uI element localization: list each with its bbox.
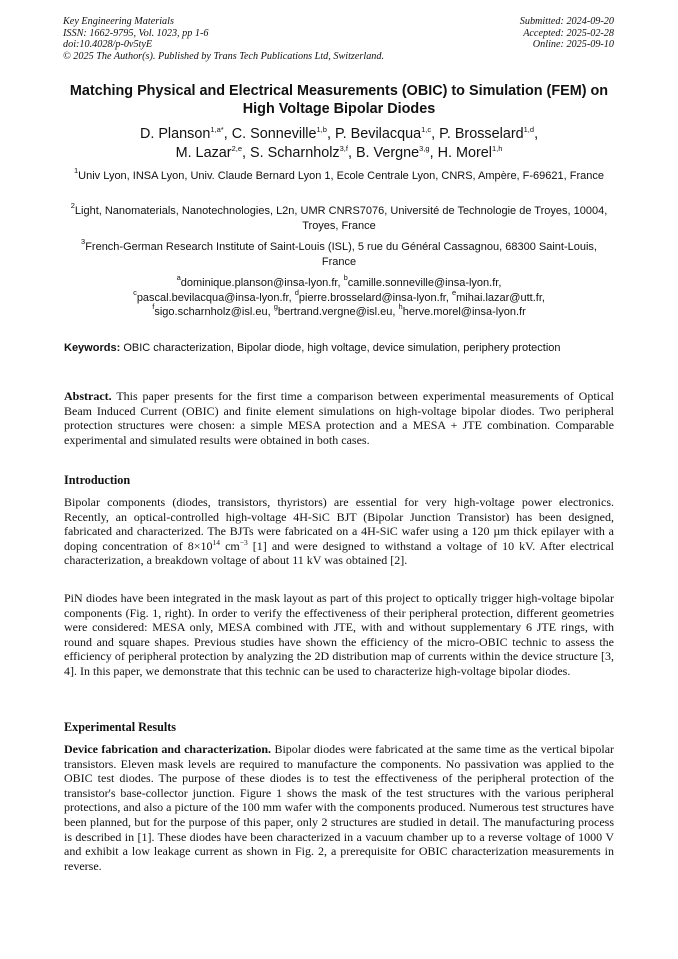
author: S. Scharnholz$^{3,f}$, (250, 144, 356, 161)
copyright-notice: © 2025 The Author(s). Published by Trans Tech Publications Ltd, Switzerland. (63, 50, 385, 62)
abstract-label: Abstract. (64, 389, 112, 403)
author-emails: $^a$dominique.planson@insa-lyon.fr, $^b$camille.sonneville@insa-lyon.fr, $^c$pascal.bevilacqua@insa-lyon.fr, $^d$pierre.brosselard@insa-lyon.fr, $^e$mihai.lazar@utt.fr, $^f$sigo.scharnholz@isl.eu, $^g$bertrand.vergne@isl.eu, $^h$herve.morel@insa-lyon.fr (133, 273, 545, 318)
journal-name: Key Engineering Materials (63, 16, 174, 27)
author: D. Planson$^{1,a*}$, (139, 125, 232, 142)
keywords-text: OBIC characterization, Bipolar diode, high voltage, device simulation, periphery protection (123, 342, 561, 354)
author-list (60, 125, 618, 163)
section-heading-experimental-results: Experimental Results (64, 720, 177, 734)
email-link[interactable]: $^c$pascal.bevilacqua@insa-lyon.fr (133, 287, 289, 304)
author: P. Bevilacqua$^{1,c}$, (334, 125, 440, 142)
email-link[interactable]: $^g$bertrand.vergne@isl.eu (273, 302, 393, 318)
introduction-paragraph-1: Bipolar components (diodes, transistors, thyristors) are essential for very high-voltage power electronics. Recently, an optical-controlled high-voltage 4H-SiC BJT (Bipolar Junction Transistor) has been designed, fabricated and characterized. The BJTs were fabricated on a 4H-SiC wafer using a 120 µm thick epilayer with a doping concentration of $8\times 10^{14}$ $cm^{-3}$ [1] and were designed to withstand a voltage of 10 kV. After electrical characterization, a breakdown voltage of about 11 kV was obtained [2]. (64, 495, 615, 568)
section-heading-introduction: Introduction (64, 473, 131, 487)
introduction-paragraph-2: PiN diodes have been integrated in the mask layout as part of this project to optically trigger high-voltage bipolar components (Fig. 1, right). In order to verify the effectiveness of their peripheral protection, different geometries were considered: MESA only, MESA combined with JTE, with and without supplementary 6 JTE rings, with round and square shapes. Previous studies have shown the efficiency of the micro-OBIC technic to assess the efficiency of peripheral protection by analyzing the 2D distribution map of currents within the device structure [3, 4]. In this paper, we demonstrate that this technic can be used to characterize high-voltage bipolar diodes. (64, 591, 614, 678)
paper-title: Matching Physical and Electrical Measurements (OBIC) to Simulation (FEM) on High Voltage Bipolar Diodes (69, 83, 609, 117)
author: C. Sonneville$^{1,b}$, (231, 125, 335, 142)
author: H. Morel$^{1,h}$ (437, 144, 503, 161)
email-link[interactable]: $^f$sigo.scharnholz@isl.eu (152, 302, 268, 318)
keywords (64, 341, 614, 356)
journal-header (63, 16, 384, 62)
email-link[interactable]: $^h$herve.morel@insa-lyon.fr (398, 302, 526, 318)
email-link[interactable]: $^d$pierre.brosselard@insa-lyon.fr (294, 287, 446, 304)
affiliation-1: $^1$Univ Lyon, INSA Lyon, Univ. Claude Bernard Lyon 1, Ecole Centrale Lyon, CNRS, Ampère, F-69621, France (74, 166, 604, 182)
author: B. Vergne$^{3,g}$, (355, 144, 438, 161)
experimental-paragraph-1: Device fabrication and characterization. Bipolar diodes were fabricated at the same time as the vertical bipolar transistors. Eleven mask levels are required to manufacture the components. No passivation was applied to the OBIC test diodes. The purpose of these diodes is to test the effectiveness of the peripheral protection of the transistor's base-collector junction. Figure 1 shows the mask of the test structures with the various peripheral protections, and also a picture of the 100 mm wafer with the components produced. Numerous test structures have been planned, but for the purpose of this paper, only 2 structures are studied in detail. The manufacturing process is described in [1]. These diodes have been characterized in a vacuum chamber up to a reverse voltage of 1000 V and exhibit a low leakage current as shown in Fig. 2, a prerequisite for OBIC characterization measurements in reverse. (64, 742, 615, 873)
email-link[interactable]: $^a$dominique.planson@insa-lyon.fr (176, 273, 338, 289)
publication-dates (520, 16, 614, 51)
affiliation-3: $^3$French-German Research Institute of Saint-Louis (ISL), 5 rue du Général Cassagnou, 68300 Saint-Louis, France (81, 237, 597, 268)
abstract (64, 389, 614, 447)
email-link[interactable]: $^b$camille.sonneville@insa-lyon.fr (343, 273, 499, 289)
article-doi: doi:10.4028/p-0v5tyE (63, 39, 153, 51)
author: P. Brosselard$^{1,d}$, (439, 125, 539, 142)
online-date: Online: 2025-09-10 (532, 39, 614, 51)
paragraph-lead: Device fabrication and characterization. (64, 742, 272, 756)
accepted-date: Accepted: 2025-02-28 (523, 27, 614, 39)
abstract-text: This paper presents for the first time a comparison between experimental measurements of Optical Beam Induced Current (OBIC) and finite element simulations on high-voltage bipolar diodes. Two peripheral protection structures were chosen: a simple MESA protection and a MESA + JTE combination. Comparable experimental and simulated results were obtained in both cases. (64, 389, 614, 447)
email-link[interactable]: $^e$mihai.lazar@utt.fr (451, 287, 542, 304)
keywords-label: Keywords: (64, 342, 121, 354)
author: M. Lazar$^{2,e}$, (175, 144, 250, 161)
affiliation-2: $^2$Light, Nanomaterials, Nanotechnologies, L2n, UMR CNRS7076, Université de Technologie de Troyes, 10004, Troyes, France (70, 201, 608, 232)
submitted-date: Submitted: 2024-09-20 (519, 16, 614, 27)
journal-issn: ISSN: 1662-9795, Vol. 1023, pp 1-6 (63, 27, 209, 39)
